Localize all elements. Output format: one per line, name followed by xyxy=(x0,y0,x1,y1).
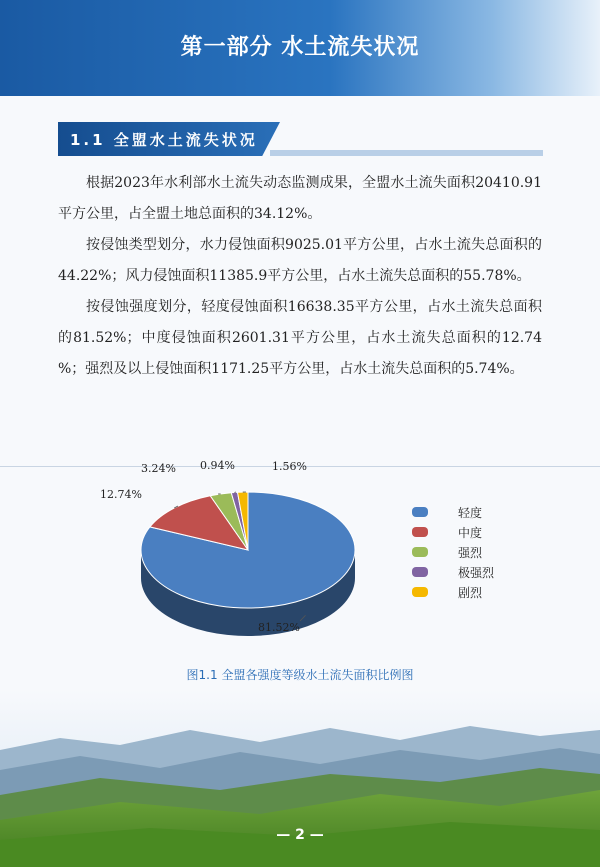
legend-label: 中度 xyxy=(458,526,483,540)
part-title: 第一部分 水土流失状况 xyxy=(180,35,420,60)
page-number: — 2 — xyxy=(276,827,324,843)
pie-slices xyxy=(141,492,355,608)
data-label: 1.56% xyxy=(272,460,307,473)
legend-swatch xyxy=(412,507,428,517)
legend-swatch xyxy=(412,587,428,597)
legend-swatch xyxy=(412,547,428,557)
body-text xyxy=(58,168,542,385)
page-header xyxy=(0,0,600,96)
paragraph: 按侵蚀类型划分，水力侵蚀面积9025.01平方公里，占水土流失总面积的44.22%；风力侵蚀面积11385.9平方公里，占水土流失总面积的55.78%。 xyxy=(58,237,542,284)
data-label: 81.52% xyxy=(258,621,300,634)
legend-label: 极强烈 xyxy=(458,566,495,580)
legend-label: 剧烈 xyxy=(458,586,483,600)
data-label: 3.24% xyxy=(141,462,176,475)
paragraph: 按侵蚀强度划分，轻度侵蚀面积16638.35平方公里，占水土流失总面积的81.52%；中度侵蚀面积2601.31平方公里，占水土流失总面积的12.74 %；强烈及以上侵蚀面积1171.25平方公里，占水土流失总面积的5.74%。 xyxy=(58,299,542,377)
figure-caption: 图1.1 全盟各强度等级水土流失面积比例图 xyxy=(186,668,414,682)
legend-label: 轻度 xyxy=(458,506,483,520)
legend-swatch xyxy=(412,527,428,537)
chart-legend xyxy=(412,505,495,600)
data-label: 0.94% xyxy=(200,459,235,472)
pie-chart xyxy=(0,440,600,700)
data-label: 12.74% xyxy=(100,488,142,501)
legend-label: 强烈 xyxy=(458,546,483,560)
legend-swatch xyxy=(412,567,428,577)
paragraph: 根据2023年水利部水土流失动态监测成果，全盟水土流失面积20410.91平方公里，占全盟土地总面积的34.12%。 xyxy=(58,175,542,222)
section-title: 1.1 全盟水土流失状况 xyxy=(70,131,258,149)
section-underline xyxy=(270,150,543,156)
